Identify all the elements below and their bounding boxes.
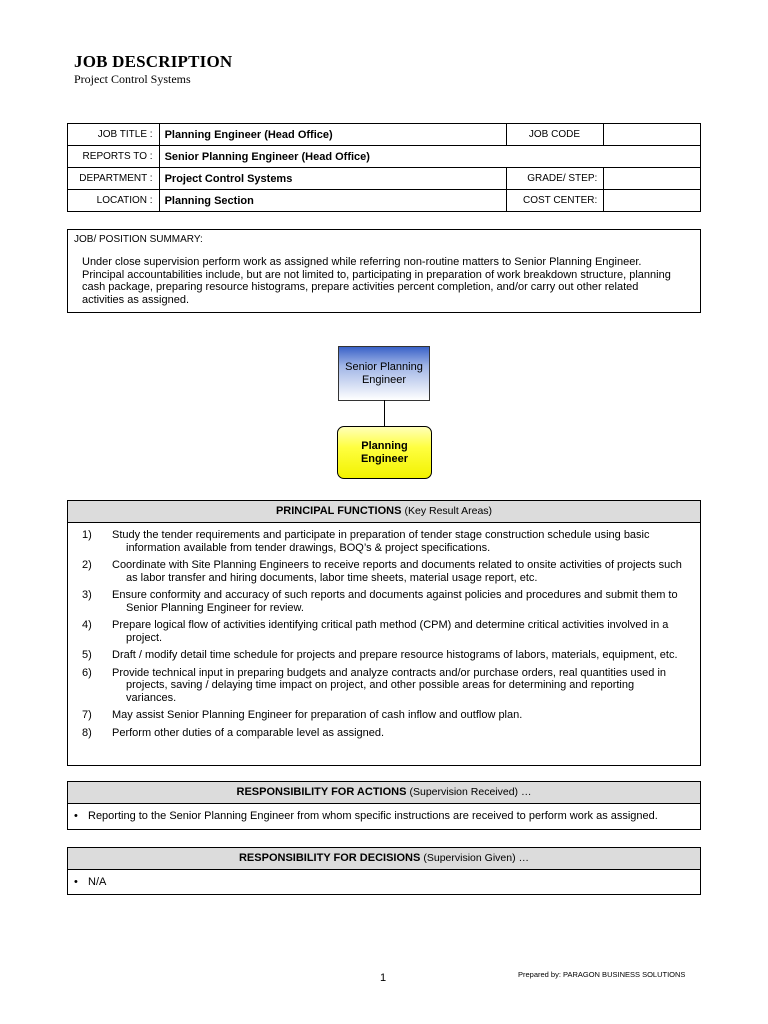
document-subtitle: Project Control Systems <box>74 72 191 86</box>
item-number: 7) <box>82 709 92 721</box>
job-title-label: JOB TITLE : <box>68 124 160 146</box>
grade-label: GRADE/ STEP: <box>506 168 604 190</box>
section-heading: PRINCIPAL FUNCTIONS <box>275 505 402 517</box>
table-row <box>68 190 701 212</box>
item-text: Perform other duties of a comparable level as assigned. <box>112 726 385 739</box>
item-text: Reporting to the Senior Planning Engineer from whom specific instructions are received to perform work as assigned. <box>88 810 658 822</box>
item-text: N/A <box>88 876 107 888</box>
item-text: Coordinate with Site Planning Engineers to receive reports and documents related to onsite activities of projects such as labor transfer and hiring documents, labor time sheets, material usage report, etc. <box>112 559 682 584</box>
responsibility-actions-section <box>67 781 701 830</box>
bullet-icon: • <box>74 810 78 822</box>
item-number: 4) <box>82 619 92 631</box>
job-title-value: Planning Engineer (Head Office) <box>159 124 506 146</box>
section-subheading: (Key Result Areas) <box>404 505 493 517</box>
section-header <box>68 848 700 870</box>
section-header <box>68 782 700 804</box>
prepared-by: Prepared by: PARAGON BUSINESS SOLUTIONS <box>518 970 686 979</box>
item-text: Draft / modify detail time schedule for projects and prepare resource histograms of labors, materials, equipment, etc. <box>112 649 678 661</box>
list-item <box>82 619 687 644</box>
department-label: DEPARTMENT : <box>68 168 160 190</box>
list-item <box>82 589 687 614</box>
location-label: LOCATION : <box>68 190 160 212</box>
section-heading: RESPONSIBILITY FOR ACTIONS <box>236 786 407 798</box>
page-number: 1 <box>380 972 387 984</box>
department-value: Project Control Systems <box>159 168 506 190</box>
table-row <box>68 146 701 168</box>
item-text: Study the tender requirements and participate in preparation of tender stage construction schedule using basic information available from tender drawings, BOQ’s & project specifications. <box>112 529 650 554</box>
list-item <box>82 727 687 740</box>
summary-heading: JOB/ POSITION SUMMARY: <box>74 234 203 245</box>
table-row <box>68 168 701 190</box>
item-text: Prepare logical flow of activities identifying critical path method (CPM) and determine critical activities involved in a project. <box>112 619 669 644</box>
reports-to-label: REPORTS TO : <box>68 146 160 168</box>
list-item <box>82 709 687 722</box>
org-connector-line <box>384 400 385 426</box>
document-title: JOB DESCRIPTION <box>74 52 233 71</box>
principal-functions-section <box>67 500 701 766</box>
item-text: May assist Senior Planning Engineer for preparation of cash inflow and outflow plan. <box>112 709 523 721</box>
org-box-label: Planning Engineer <box>360 439 409 465</box>
item-number: 3) <box>82 589 92 601</box>
table-row <box>68 124 701 146</box>
cost-center-value <box>604 190 701 212</box>
section-header <box>68 501 700 523</box>
item-number: 2) <box>82 559 92 571</box>
item-text: Ensure conformity and accuracy of such reports and documents against policies and procedures and submit them to Senior Planning Engineer for review. <box>112 589 678 614</box>
position-summary <box>67 229 701 313</box>
item-number: 5) <box>82 649 92 661</box>
list-item <box>82 529 687 554</box>
list-item <box>82 559 687 584</box>
summary-text: Under close supervision perform work as assigned while referring non-routine matters to Senior Planning Engineer. Principal accountabilities include, but are not limited to, participating in preparation of work breakdown structure, planning cash package, preparing resource histograms, prepare activities percent completion, and/or carry out other related activities as assigned. <box>82 256 671 306</box>
grade-value <box>604 168 701 190</box>
item-number: 1) <box>82 529 92 541</box>
org-box-planning-engineer <box>337 426 432 479</box>
list-item <box>82 649 687 662</box>
functions-list <box>68 523 700 739</box>
section-heading: RESPONSIBILITY FOR DECISIONS <box>238 852 421 864</box>
org-box-senior-planning-engineer <box>338 346 430 401</box>
job-info-table <box>67 123 701 212</box>
list-item <box>68 870 700 888</box>
list-item <box>68 804 700 822</box>
bullet-icon: • <box>74 876 78 888</box>
list-item <box>82 667 687 705</box>
section-subheading: (Supervision Received) … <box>409 786 532 798</box>
item-number: 6) <box>82 666 92 679</box>
cost-center-label: COST CENTER: <box>506 190 604 212</box>
section-subheading: (Supervision Given) … <box>423 852 529 864</box>
responsibility-decisions-section <box>67 847 701 895</box>
reports-to-value: Senior Planning Engineer (Head Office) <box>159 146 700 168</box>
job-code-label: JOB CODE <box>506 124 604 146</box>
org-box-label: Senior Planning Engineer <box>345 360 423 386</box>
job-code-value <box>604 124 701 146</box>
item-number: 8) <box>82 726 92 739</box>
location-value: Planning Section <box>159 190 506 212</box>
item-text: Provide technical input in preparing budgets and analyze contracts and/or purchase orders, real quantities used in projects, saving / delaying time impact on project, and other possible areas for determining and reporting variances. <box>112 666 667 704</box>
